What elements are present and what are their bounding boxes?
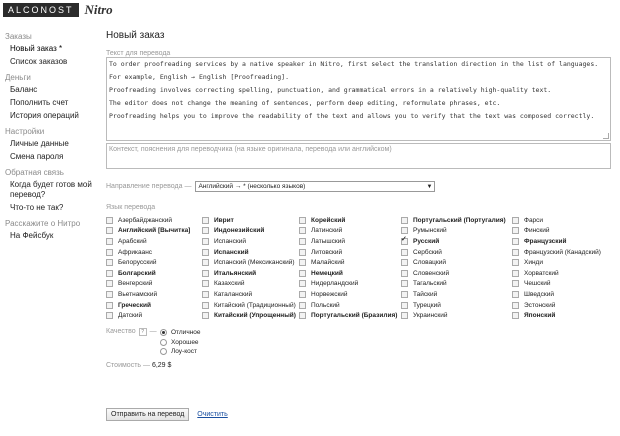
quality-radio[interactable]: [160, 329, 167, 336]
language-option[interactable]: [202, 279, 299, 290]
language-label: Корейский: [311, 216, 346, 224]
language-label: Эстонский: [524, 301, 556, 309]
language-option[interactable]: [202, 300, 299, 311]
quality-options: [160, 328, 201, 357]
form-actions: [106, 408, 228, 421]
language-label: Испанский: [214, 237, 247, 245]
source-text-paragraph: Proofreading involves correcting spelling, punctuation, and grammatical errors in a relatively high-quality text.: [109, 85, 552, 94]
language-checkbox[interactable]: [512, 270, 519, 277]
language-checkbox[interactable]: [512, 280, 519, 287]
language-label: Каталанский: [214, 290, 253, 298]
language-checkbox[interactable]: [106, 217, 113, 224]
language-checkbox[interactable]: [299, 249, 306, 256]
language-checkbox[interactable]: [512, 312, 519, 319]
language-checkbox[interactable]: [106, 291, 113, 298]
language-label: Французский (Канадский): [524, 248, 601, 256]
language-checkbox[interactable]: [512, 259, 519, 266]
language-label: Испанский (Мексиканский): [214, 259, 295, 267]
sidebar-item[interactable]: Пополнить счет: [10, 98, 69, 107]
language-option[interactable]: [106, 215, 202, 226]
language-checkbox[interactable]: [202, 238, 209, 245]
language-label: Русский: [413, 237, 440, 245]
quality-option[interactable]: [160, 337, 201, 347]
language-checkbox[interactable]: [401, 259, 408, 266]
quality-option[interactable]: [160, 328, 201, 338]
direction-value: Английский → * (несколько языков): [198, 183, 306, 190]
quality-radio[interactable]: [160, 339, 167, 346]
language-option[interactable]: [299, 289, 401, 300]
language-checkbox[interactable]: [106, 302, 113, 309]
language-label: Чешский: [524, 280, 551, 288]
language-option[interactable]: [299, 247, 401, 258]
source-text-paragraph: Proofreading helps you to improve the readability of the text and allows you to verify that the text was composed correctly.: [109, 111, 595, 120]
language-label: Шведский: [524, 290, 554, 298]
language-option[interactable]: [202, 226, 299, 237]
language-checkbox[interactable]: [512, 291, 519, 298]
cost-row: [106, 362, 611, 369]
direction-label: Направление перевода —: [106, 183, 192, 190]
language-checkbox[interactable]: [512, 249, 519, 256]
sidebar-section-title: Настройки: [5, 127, 45, 136]
language-option[interactable]: [202, 310, 299, 321]
language-option[interactable]: [202, 268, 299, 279]
language-checkbox[interactable]: [512, 217, 519, 224]
language-checkbox[interactable]: [299, 291, 306, 298]
quality-option-label: Хорошее: [171, 338, 199, 346]
language-label: Польский: [311, 301, 340, 309]
language-checkbox[interactable]: [299, 312, 306, 319]
quality-label: Качество: [106, 327, 136, 335]
language-checkbox[interactable]: [106, 280, 113, 287]
language-option[interactable]: [299, 279, 401, 290]
language-option[interactable]: [106, 247, 202, 258]
language-option[interactable]: [299, 310, 401, 321]
sidebar-section-title: Расскажите о Нитро: [5, 219, 81, 228]
language-checkbox[interactable]: [106, 312, 113, 319]
language-option[interactable]: [401, 236, 512, 247]
language-label: Болгарский: [118, 269, 156, 277]
source-text-paragraph: To order proofreading services by a native speaker in Nitro, first select the translation direction in the list of languages.: [109, 60, 599, 68]
sidebar-item[interactable]: История операций: [10, 111, 79, 120]
language-option[interactable]: [106, 279, 202, 290]
language-label: Немецкий: [311, 269, 343, 277]
language-label: Греческий: [118, 301, 152, 309]
language-checkbox[interactable]: [299, 227, 306, 234]
language-label: Китайский (Упрощенный): [214, 312, 296, 320]
sidebar-item[interactable]: Когда будет готов мой перевод?: [10, 180, 92, 199]
logo[interactable]: [3, 3, 113, 17]
language-option[interactable]: [299, 226, 401, 237]
language-label: Венгерский: [118, 280, 153, 288]
language-label: Казахский: [214, 280, 245, 288]
text-label: Текст для перевода: [106, 50, 171, 57]
language-checkbox[interactable]: [401, 302, 408, 309]
page-title: Новый заказ: [106, 30, 165, 41]
sidebar-item[interactable]: Баланс: [10, 85, 38, 94]
language-option[interactable]: [401, 310, 512, 321]
help-icon[interactable]: ?: [139, 328, 147, 336]
language-checkbox[interactable]: [401, 238, 408, 245]
language-label: Словенский: [413, 269, 450, 277]
language-checkbox[interactable]: [299, 270, 306, 277]
language-label: Хинди: [524, 259, 543, 267]
language-label: Фарси: [524, 216, 544, 224]
language-option[interactable]: [512, 226, 602, 237]
language-checkbox[interactable]: [401, 280, 408, 287]
language-checkbox[interactable]: [106, 259, 113, 266]
language-option[interactable]: [299, 215, 401, 226]
context-field[interactable]: Контекст, пояснения для переводчика (на языке оригинала, перевода или английском): [106, 143, 611, 169]
language-label: Итальянский: [214, 269, 257, 277]
language-option[interactable]: [106, 257, 202, 268]
language-option[interactable]: [512, 268, 602, 279]
sidebar-item[interactable]: Смена пароля: [10, 152, 64, 161]
language-option[interactable]: [512, 215, 602, 226]
language-checkbox[interactable]: [202, 280, 209, 287]
language-checkbox[interactable]: [202, 259, 209, 266]
language-label: Африкаанс: [118, 248, 153, 256]
language-option[interactable]: [401, 247, 512, 258]
language-option[interactable]: [512, 310, 602, 321]
language-checkbox[interactable]: [299, 259, 306, 266]
language-option[interactable]: [512, 257, 602, 268]
resize-handle[interactable]: [603, 133, 609, 139]
language-option[interactable]: [106, 226, 202, 237]
sidebar-section-title: Деньги: [5, 73, 31, 82]
language-label: Латышский: [311, 237, 345, 245]
language-label: Индонезийский: [214, 227, 265, 235]
sidebar-item[interactable]: Личные данные: [10, 139, 69, 148]
language-label: Азербайджанский: [118, 216, 172, 224]
language-checkbox[interactable]: [202, 312, 209, 319]
dropdown-arrow-icon: ▼: [426, 183, 433, 190]
sidebar-item[interactable]: Новый заказ *: [10, 44, 63, 53]
languages-grid: [106, 215, 611, 321]
language-label: Иврит: [214, 216, 234, 224]
sidebar-item[interactable]: Список заказов: [10, 57, 68, 66]
language-checkbox[interactable]: [202, 217, 209, 224]
language-label: Литовский: [311, 248, 343, 256]
cost-label: Стоимость —: [106, 362, 150, 370]
language-label: Латинский: [311, 227, 343, 235]
language-option[interactable]: [401, 289, 512, 300]
language-checkbox[interactable]: [512, 238, 519, 245]
language-option[interactable]: [106, 236, 202, 247]
language-option[interactable]: [512, 300, 602, 311]
language-checkbox[interactable]: [401, 227, 408, 234]
language-option[interactable]: [401, 268, 512, 279]
language-label: Португальский (Португалия): [413, 216, 506, 224]
language-label: Китайский (Традиционный): [214, 301, 296, 309]
sidebar: [0, 26, 96, 244]
language-option[interactable]: [299, 268, 401, 279]
sidebar-section-title: Обратная связь: [5, 168, 64, 177]
quality-row: [106, 328, 611, 357]
language-checkbox[interactable]: [106, 249, 113, 256]
language-checkbox[interactable]: [202, 227, 209, 234]
language-label: Японский: [524, 312, 556, 320]
language-label: Финский: [524, 227, 550, 235]
dash: —: [149, 327, 157, 335]
language-option[interactable]: [401, 279, 512, 290]
language-option[interactable]: [299, 257, 401, 268]
language-checkbox[interactable]: [106, 227, 113, 234]
language-checkbox[interactable]: [299, 280, 306, 287]
language-option[interactable]: [106, 300, 202, 311]
language-label: Тагальский: [413, 280, 447, 288]
language-label: Датский: [118, 312, 143, 320]
language-label: Норвежский: [311, 290, 348, 298]
source-text-paragraph: The editor does not change the meaning of sentences, perform deep editing, reformulate phrases, etc.: [109, 98, 501, 107]
language-checkbox[interactable]: [299, 238, 306, 245]
language-label: Малайский: [311, 259, 345, 267]
language-checkbox[interactable]: [401, 217, 408, 224]
language-option[interactable]: [106, 268, 202, 279]
sidebar-section-title: Заказы: [5, 32, 32, 41]
language-option[interactable]: [106, 310, 202, 321]
language-option[interactable]: [401, 257, 512, 268]
language-option[interactable]: [512, 247, 602, 258]
quality-option[interactable]: [160, 347, 201, 357]
language-option[interactable]: [401, 300, 512, 311]
logo-product: Nitro: [84, 2, 113, 17]
language-checkbox[interactable]: [512, 302, 519, 309]
quality-option-label: Лоу-кост: [171, 348, 197, 356]
language-option[interactable]: [106, 289, 202, 300]
language-checkbox[interactable]: [202, 291, 209, 298]
language-checkbox[interactable]: [401, 270, 408, 277]
language-checkbox[interactable]: [401, 249, 408, 256]
language-checkbox[interactable]: [401, 291, 408, 298]
source-text-area[interactable]: [106, 57, 611, 141]
clear-link[interactable]: Очистить: [197, 411, 228, 418]
language-checkbox[interactable]: [202, 249, 209, 256]
language-option[interactable]: [512, 236, 602, 247]
language-label: Нидерландский: [311, 280, 359, 288]
language-label: Английский [Вычитка]: [118, 227, 191, 235]
language-label: Украинский: [413, 312, 448, 320]
cost-value: 6,29 $: [151, 362, 172, 370]
main-content: [106, 30, 611, 369]
language-option[interactable]: [202, 215, 299, 226]
source-text-paragraph: For example, English → English [Proofreading].: [109, 72, 290, 81]
sidebar-item[interactable]: На Фейсбук: [10, 231, 54, 240]
direction-row: [106, 181, 611, 192]
quality-radio[interactable]: [160, 348, 167, 355]
submit-button[interactable]: Отправить на перевод: [106, 408, 189, 421]
language-option[interactable]: [299, 300, 401, 311]
language-checkbox[interactable]: [299, 217, 306, 224]
language-label: Хорватский: [524, 269, 559, 277]
language-label: Белорусский: [118, 259, 157, 267]
language-label: Тайский: [413, 290, 438, 298]
language-label: Вьетнамский: [118, 290, 158, 298]
language-checkbox[interactable]: [202, 302, 209, 309]
logo-brand: ALCONOST: [3, 3, 79, 17]
language-option[interactable]: [401, 226, 512, 237]
language-option[interactable]: [202, 236, 299, 247]
language-checkbox[interactable]: [106, 238, 113, 245]
language-option[interactable]: [401, 215, 512, 226]
language-checkbox[interactable]: [512, 227, 519, 234]
language-option[interactable]: [512, 279, 602, 290]
language-checkbox[interactable]: [106, 270, 113, 277]
languages-label: Язык перевода: [106, 204, 156, 211]
language-checkbox[interactable]: [299, 302, 306, 309]
language-option[interactable]: [299, 236, 401, 247]
language-option[interactable]: [202, 257, 299, 268]
language-label: Сербский: [413, 248, 442, 256]
language-label: Румынский: [413, 227, 447, 235]
language-label: Французский: [524, 237, 567, 245]
direction-select[interactable]: [195, 181, 435, 192]
language-label: Испанский: [214, 248, 249, 256]
quality-option-label: Отличное: [171, 329, 201, 337]
language-checkbox[interactable]: [401, 312, 408, 319]
language-checkbox[interactable]: [202, 270, 209, 277]
language-option[interactable]: [512, 289, 602, 300]
language-option[interactable]: [202, 247, 299, 258]
language-label: Словацкий: [413, 259, 446, 267]
sidebar-item[interactable]: Что-то не так?: [10, 203, 64, 212]
language-label: Португальский (Бразилия): [311, 312, 398, 320]
language-option[interactable]: [202, 289, 299, 300]
language-label: Турецкий: [413, 301, 441, 309]
language-label: Арабский: [118, 237, 147, 245]
